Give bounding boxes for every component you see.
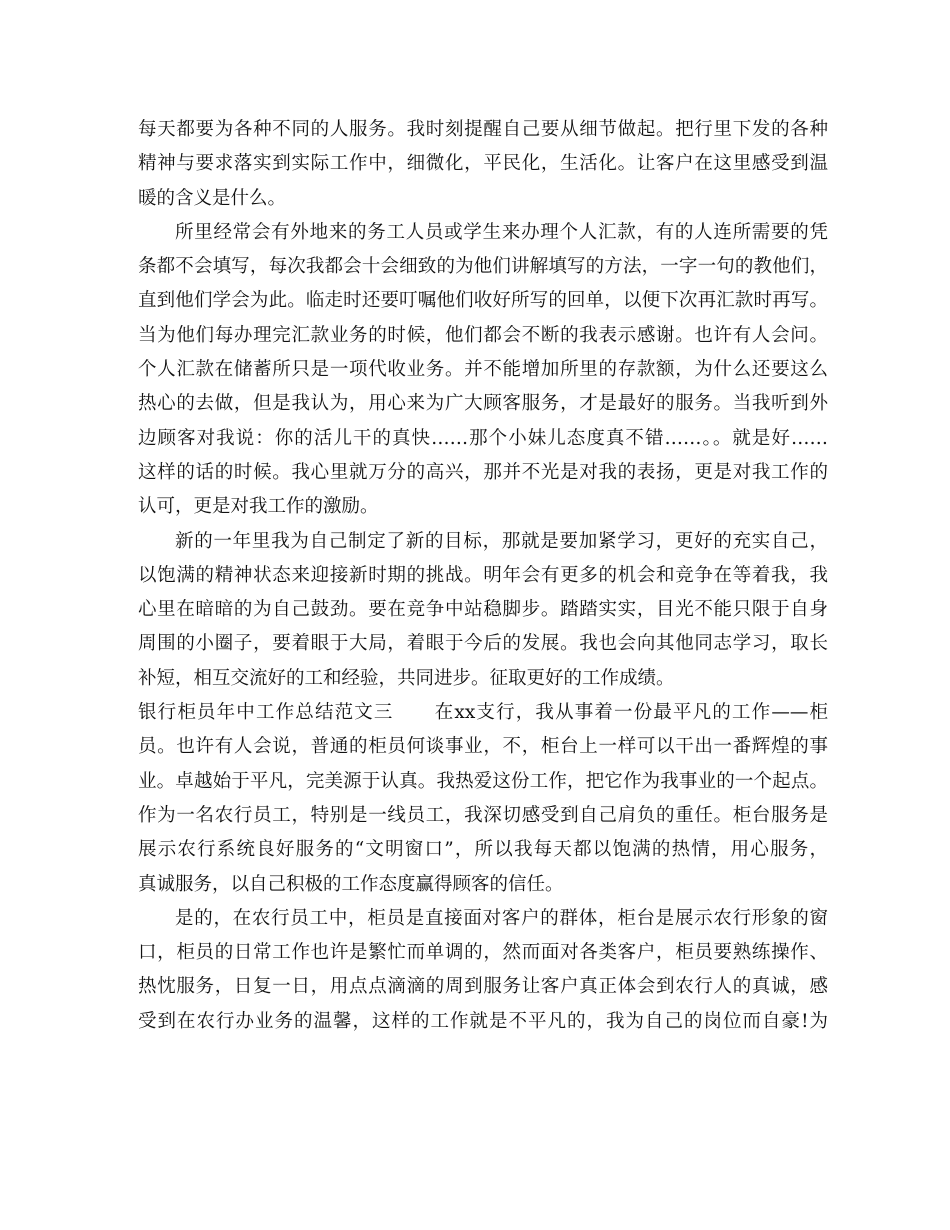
text-line: 条都不会填写，每次我都会十会细致的为他们讲解填写的方法，一字一句的教他们， [138, 256, 828, 278]
text-line: 热忱服务，日复一日，用点点滴滴的周到服务让客户真正体会到农行人的真诚，感 [138, 976, 828, 998]
text-line: 边顾客对我说：你的活儿干的真快……那个小妹儿态度真不错……。。就是好…… [138, 427, 828, 449]
text-line: 周围的小圈子，要着眼于大局，着眼于今后的发展。我也会向其他同志学习，取长 [138, 633, 828, 655]
text-line: 作为一名农行员工，特别是一线员工，我深切感受到自己肩负的重任。柜台服务是 [138, 804, 828, 826]
text-line: 每天都要为各种不同的人服务。我时刻提醒自己要从细节做起。把行里下发的各种 [138, 119, 828, 140]
text-line: 认可，更是对我工作的激励。 [138, 496, 379, 518]
text-line: 口，柜员的日常工作也许是繁忙而单调的，然而面对各类客户，柜员要熟练操作、 [138, 942, 828, 964]
document-body [138, 113, 828, 1039]
text-line: 这样的话的时候。我心里就万分的高兴，那并不光是对我的表扬，更是对我工作的 [138, 461, 828, 483]
text-line: 直到他们学会为此。临走时还要叮嘱他们收好所写的回单，以便下次再汇款时再写。 [138, 290, 828, 312]
text-line: 所里经常会有外地来的务工人员或学生来办理个人汇款，有的人连所需要的凭 [175, 221, 828, 243]
text-line: 精神与要求落实到实际工作中，细微化，平民化，生活化。让客户在这里感受到温 [138, 153, 828, 175]
text-line: 业。卓越始于平凡，完美源于认真。我热爱这份工作，把它作为我事业的一个起点。 [138, 770, 828, 792]
section-continuation: 在xx支行，我从事着一份最平凡的工作——柜 [433, 702, 828, 724]
text-line: 以饱满的精神状态来迎接新时期的挑战。明年会有更多的机会和竞争在等着我，我 [138, 564, 828, 586]
text-line: 真诚服务，以自己积极的工作态度赢得顾客的信任。 [138, 873, 564, 895]
text-line: 热心的去做，但是我认为，用心来为广大顾客服务，才是最好的服务。当我听到外 [138, 393, 828, 415]
section-title: 银行柜员年中工作总结范文三 [138, 702, 394, 724]
text-line: 新的一年里我为自己制定了新的目标，那就是要加紧学习，更好的充实自己， [175, 530, 828, 552]
text-line: 当为他们每办理完汇款业务的时候，他们都会不断的我表示感谢。也许有人会问。 [138, 324, 828, 346]
text-line: 员。也许有人会说，普通的柜员何谈事业，不，柜台上一样可以干出一番辉煌的事 [138, 736, 828, 758]
text-line: 心里在暗暗的为自己鼓劲。要在竞争中站稳脚步。踏踏实实，目光不能只限于自身 [138, 599, 828, 621]
text-line: 个人汇款在储蓄所只是一项代收业务。并不能增加所里的存款额，为什么还要这么 [138, 359, 828, 381]
text-line: 暖的含义是什么。 [138, 187, 287, 209]
text-line: 展示农行系统良好服务的“文明窗口”，所以我每天都以饱满的热情，用心服务， [138, 839, 828, 861]
text-line: 受到在农行办业务的温馨，这样的工作就是不平凡的，我为自己的岗位而自豪!为 [138, 1010, 828, 1032]
section-heading-line [138, 696, 828, 730]
text-line: 是的，在农行员工中，柜员是直接面对客户的群体，柜台是展示农行形象的窗 [175, 907, 828, 929]
text-line: 补短，相互交流好的工和经验，共同进步。征取更好的工作成绩。 [138, 667, 675, 689]
